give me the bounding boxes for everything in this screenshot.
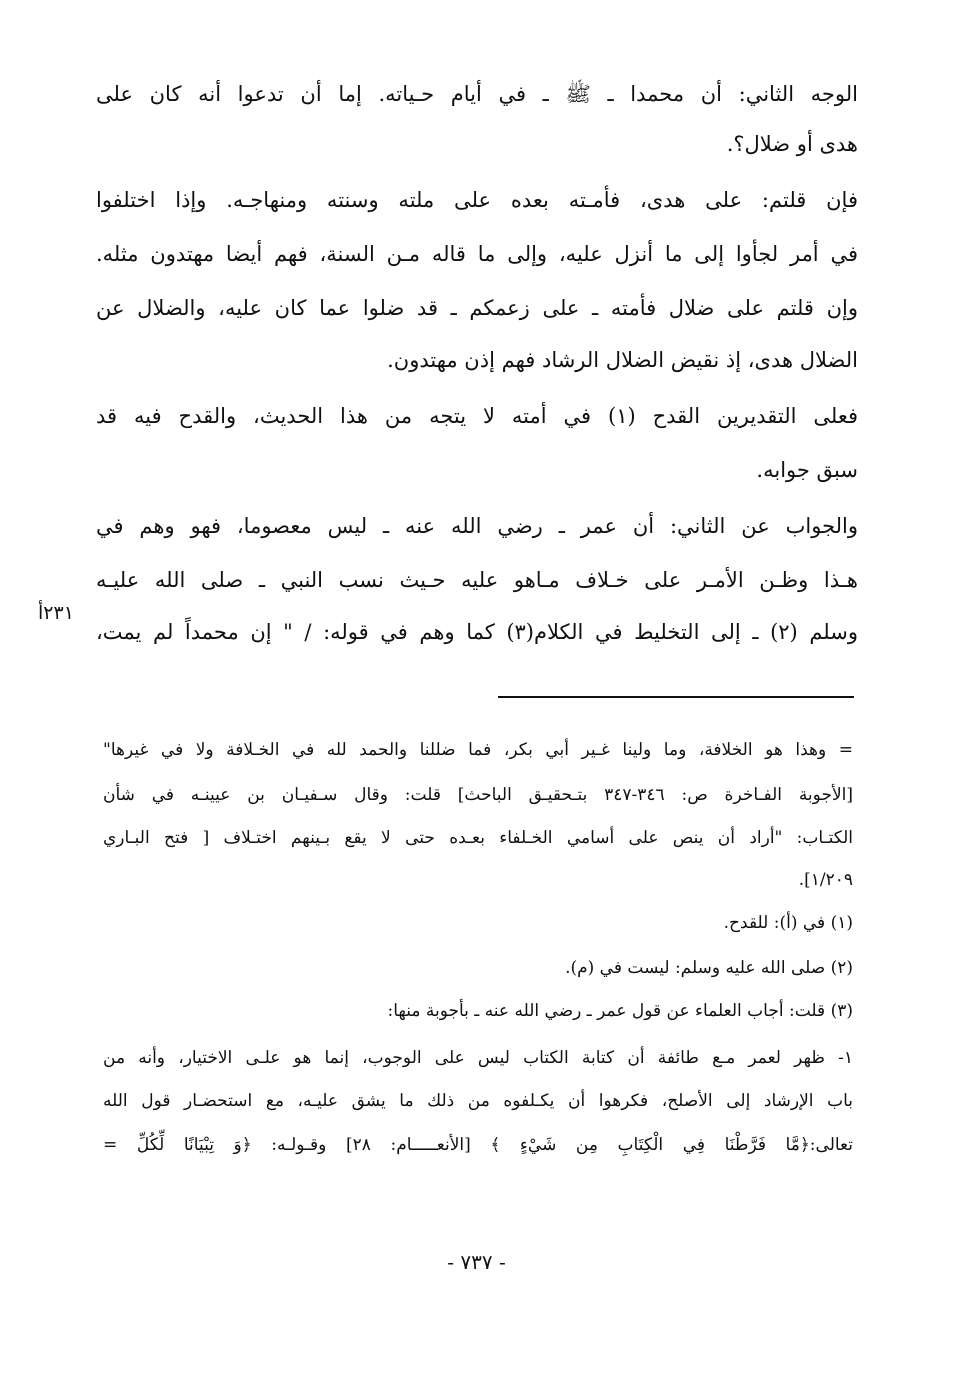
- footnote-2: (٢) صلى الله عليه وسلم: ليست في (م).: [565, 958, 853, 978]
- main-text-line: فعلى التقديرين القدح (١) في أمته لا يتجه من هذا الحديث، والقدح فيه قد: [96, 404, 858, 428]
- main-text-line: هـذا وظـن الأمـر على خـلاف مـاهو عليه حـيث نسب النبي ـ صلى الله عليـه: [96, 568, 858, 592]
- main-text-line: سبق جوابه.: [756, 458, 858, 482]
- main-text-line: الضلال هدى، إذ نقيض الضلال الرشاد فهم إذن مهتدون.: [387, 348, 858, 372]
- page-number: - ٧٣٧ -: [447, 1250, 506, 1274]
- main-text-line: وسلم (٢) ـ إلى التخليط في الكلام(٣) كما وهم في قوله: / " إن محمداً لم يمت،: [96, 620, 858, 644]
- main-text-line: هدى أو ضلال؟.: [726, 132, 858, 156]
- main-text-line: فإن قلتم: على هدى، فأمـته بعده على ملته وسنته ومنهاجـه. وإذا اختلفوا: [96, 188, 858, 212]
- main-text-line: والجواب عن الثاني: أن عمر ـ رضي الله عنه ـ ليس معصوما، فهو وهم في: [96, 514, 858, 538]
- main-text-line: في أمر لجأوا إلى ما أنزل عليه، وإلى ما قاله مـن السنة، فهم أيضا مهتدون مثله.: [96, 242, 858, 266]
- footnote-line: باب الإرشاد إلى الأصلح، فكرهوا أن يكـلفوه من ذلك ما يشق عليـه، مع استحضـار قول الله: [103, 1091, 853, 1111]
- footnote-1: (١) في (أ): للقدح.: [723, 913, 853, 933]
- manuscript-folio-note: ٢٣١أ: [38, 602, 74, 624]
- footnote-line: ١/٢٠٩].: [798, 870, 853, 890]
- main-text-line: وإن قلتم على ضلال فأمته ـ على زعمكم ـ قد ضلوا عما كان عليه، والضلال عن: [96, 296, 858, 320]
- footnote-3: (٣) قلت: أجاب العلماء عن قول عمر ـ رضي الله عنه ـ بأجوبة منها:: [387, 1001, 853, 1021]
- footnote-line: = وهذا هو الخلافة، وما ولينا غـير أبي بكر، فما ضللنا والحمد لله في الخـلافة ولا في غيرها": [103, 740, 854, 760]
- footnote-line: الكتـاب: "أراد أن ينص على أسامي الخـلفاء بعـده حتى لا يقع بـينهم اختـلاف [ فتح البـاري: [103, 828, 853, 848]
- footnote-separator: [498, 696, 854, 698]
- main-text-line: الوجه الثاني: أن محمدا ـ ﷺ ـ في أيام حـياته. إما أن تدعوا أنه كان على: [96, 82, 858, 106]
- footnote-line: ١- ظهر لعمر مـع طائفة أن كتابة الكتاب ليس على الوجوب، إنما هو علـى الاختيار، وأنه من: [103, 1048, 853, 1068]
- footnote-line: [الأجوبة الفـاخرة ص: ٣٤٦-٣٤٧ بتـحقيـق الباحث] قلت: وقال سـفيـان بن عيينـه في شأن: [103, 785, 854, 805]
- footnote-line: تعالى:﴿مَّا فَرَّطْنَا فِي الْكِتَابِ مِن شَيْءٍ ﴾ [الأنعـــــام: ٢٨] وقـولـه: ﴿وَ تِبْيَانًا لِّكُلِّ =: [103, 1135, 853, 1155]
